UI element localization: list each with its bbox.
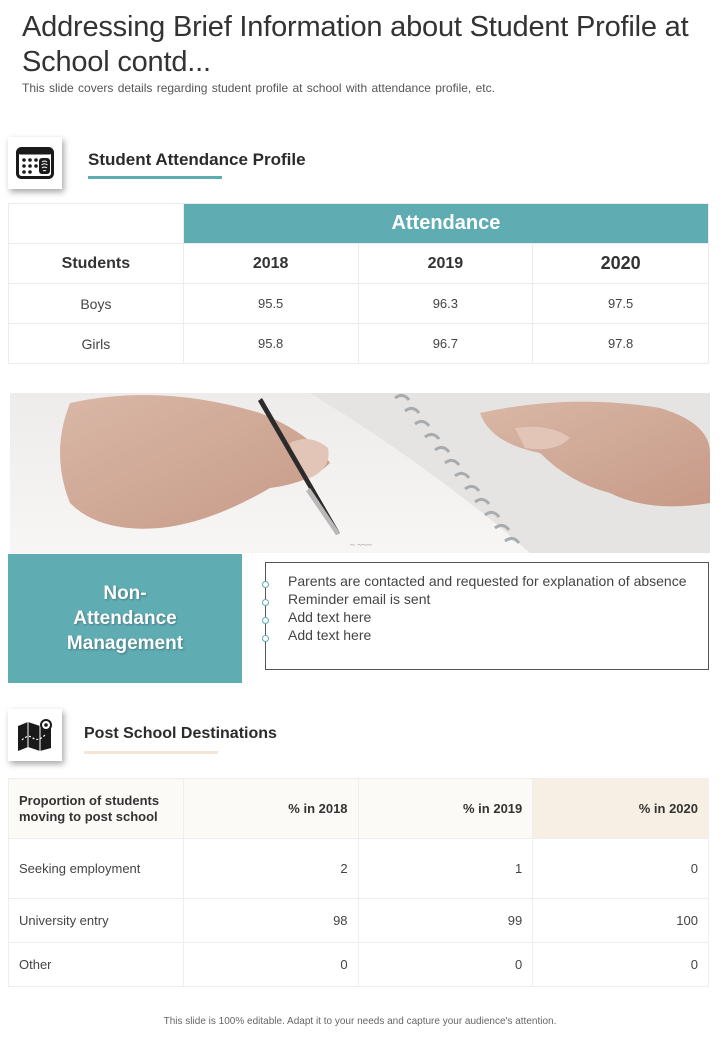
table-cell: 97.8 (533, 324, 709, 364)
year-header: % in 2018 (183, 779, 358, 839)
year-header: 2018 (183, 244, 358, 284)
table-cell: 96.7 (358, 324, 533, 364)
list-item-text: Add text here (288, 609, 372, 625)
table-row (9, 943, 709, 987)
table-cell: 0 (183, 943, 358, 987)
non-attendance-title-box (8, 554, 242, 683)
map-pin-icon (16, 718, 54, 752)
bullet-dot-icon (262, 617, 269, 624)
page-title: Addressing Brief Information about Student Profile at School contd... (22, 11, 689, 78)
non-attendance-list (265, 562, 709, 670)
table-row (9, 284, 709, 324)
table-cell: 95.5 (183, 284, 358, 324)
table-cell: 95.8 (183, 324, 358, 364)
year-header: 2020 (533, 244, 709, 284)
table-row (9, 324, 709, 364)
row-label: Girls (9, 324, 184, 364)
row-label: Boys (9, 284, 184, 324)
non-attendance-title-line: Management (66, 633, 184, 654)
year-header: % in 2019 (358, 779, 533, 839)
non-attendance-title (67, 581, 183, 656)
list-item (288, 608, 698, 626)
attendance-table (8, 203, 709, 364)
table-cell: 1 (358, 839, 533, 899)
table-cell: 0 (533, 943, 709, 987)
table-cell: 97.5 (533, 284, 709, 324)
destinations-icon-box (8, 709, 62, 761)
page-subtitle: This slide covers details regarding student profile at school with attendance profile, etc. (22, 81, 495, 95)
calendar-fingerprint-icon (16, 147, 54, 179)
non-attendance-title-line: Attendance (73, 608, 177, 629)
list-item-text: Reminder email is sent (288, 591, 431, 607)
bullet-dot-icon (262, 635, 269, 642)
footer-note: This slide is 100% editable. Adapt it to your needs and capture your audience's attention. (163, 1016, 557, 1027)
table-cell: 0 (533, 839, 709, 899)
table-cell: 100 (533, 899, 709, 943)
row-label: Other (9, 943, 184, 987)
non-attendance-title-line: Non- (103, 583, 147, 604)
students-header: Students (9, 244, 184, 284)
attendance-section-title: Student Attendance Profile (88, 150, 306, 169)
bullet-dot-icon (262, 599, 269, 606)
table-cell: 98 (183, 899, 358, 943)
attendance-group-header: Attendance (183, 204, 708, 244)
row-label: Seeking employment (9, 839, 184, 899)
destinations-table (8, 778, 709, 987)
table-cell: 96.3 (358, 284, 533, 324)
svg-text:~ ~~~: ~ ~~~ (350, 540, 372, 550)
table-row (9, 839, 709, 899)
writing-hands-photo (10, 393, 710, 553)
list-item (288, 626, 698, 644)
attendance-title-underline (88, 176, 222, 179)
destinations-section-title: Post School Destinations (84, 725, 277, 742)
table-cell: 0 (358, 943, 533, 987)
table-row (9, 899, 709, 943)
attendance-icon-box (8, 137, 62, 189)
year-header: % in 2020 (533, 779, 709, 839)
list-item (288, 590, 698, 608)
table-cell: 99 (358, 899, 533, 943)
list-item-text: Parents are contacted and requested for explanation of absence (288, 573, 687, 589)
row-label: University entry (9, 899, 184, 943)
bullet-dot-icon (262, 581, 269, 588)
destinations-first-header: Proportion of students moving to post school (9, 779, 184, 839)
list-item-text: Add text here (288, 627, 372, 643)
destinations-title-underline (84, 751, 218, 754)
attendance-corner-cell (9, 204, 184, 244)
table-cell: 2 (183, 839, 358, 899)
year-header: 2019 (358, 244, 533, 284)
writing-hands-illustration (10, 393, 710, 553)
list-item (288, 572, 698, 590)
